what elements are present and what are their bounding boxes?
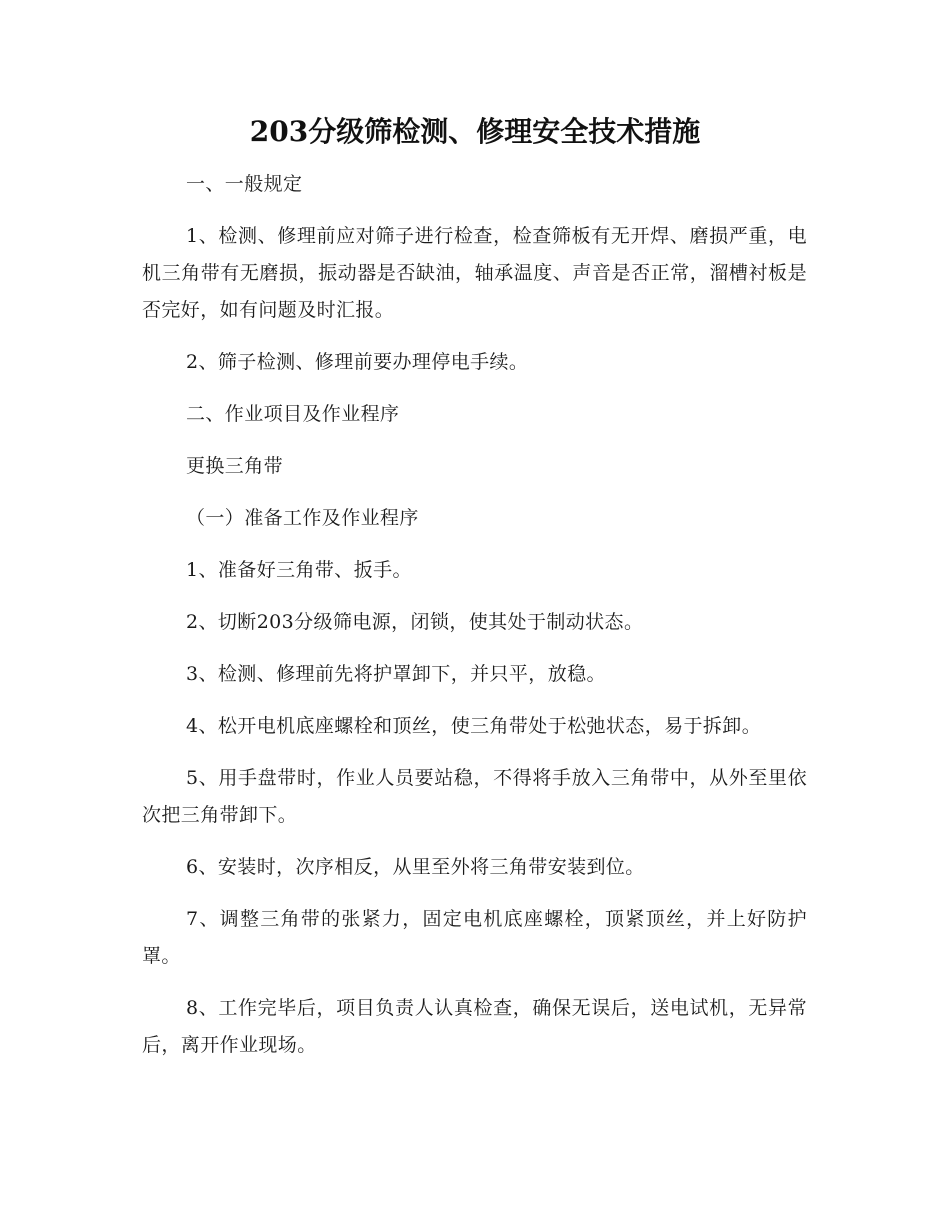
- section-heading-procedure: 二、作业项目及作业程序: [186, 403, 400, 425]
- paragraph-item: 2、筛子检测、修理前要办理停电手续。: [186, 351, 529, 373]
- section-heading-general: 一、一般规定: [186, 173, 303, 195]
- subheading-replace-belt: 更换三角带: [186, 455, 284, 477]
- paragraph-item: 5、用手盘带时，作业人员要站稳，不得将手放入三角带中，从外至里依次把三角带卸下。: [142, 767, 807, 826]
- document-body: [142, 166, 807, 1079]
- paragraph-item: 3、检测、修理前先将护罩卸下，并只平，放稳。: [186, 663, 606, 685]
- subheading-preparation: （一）准备工作及作业程序: [186, 507, 419, 529]
- paragraph-item: 1、准备好三角带、扳手。: [186, 559, 412, 581]
- paragraph-item: 1、检测、修理前应对筛子进行检查，检查筛板有无开焊、磨损严重，电机三角带有无磨损，振动器是否缺油，轴承温度、声音是否正常，溜槽衬板是否完好，如有问题及时汇报。: [142, 225, 807, 321]
- paragraph-item: 7、调整三角带的张紧力，固定电机底座螺栓，顶紧顶丝，并上好防护罩。: [142, 908, 807, 967]
- paragraph-item: 4、松开电机底座螺栓和顶丝，使三角带处于松弛状态，易于拆卸。: [186, 715, 762, 737]
- document-title: 203分级筛检测、修理安全技术措施: [249, 115, 701, 148]
- paragraph-item: 8、工作完毕后，项目负责人认真检查，确保无误后，送电试机，无异常后，离开作业现场。: [142, 997, 807, 1056]
- paragraph-item: 2、切断203分级筛电源，闭锁，使其处于制动状态。: [186, 611, 644, 633]
- paragraph-item: 6、安装时，次序相反，从里至外将三角带安装到位。: [186, 856, 645, 878]
